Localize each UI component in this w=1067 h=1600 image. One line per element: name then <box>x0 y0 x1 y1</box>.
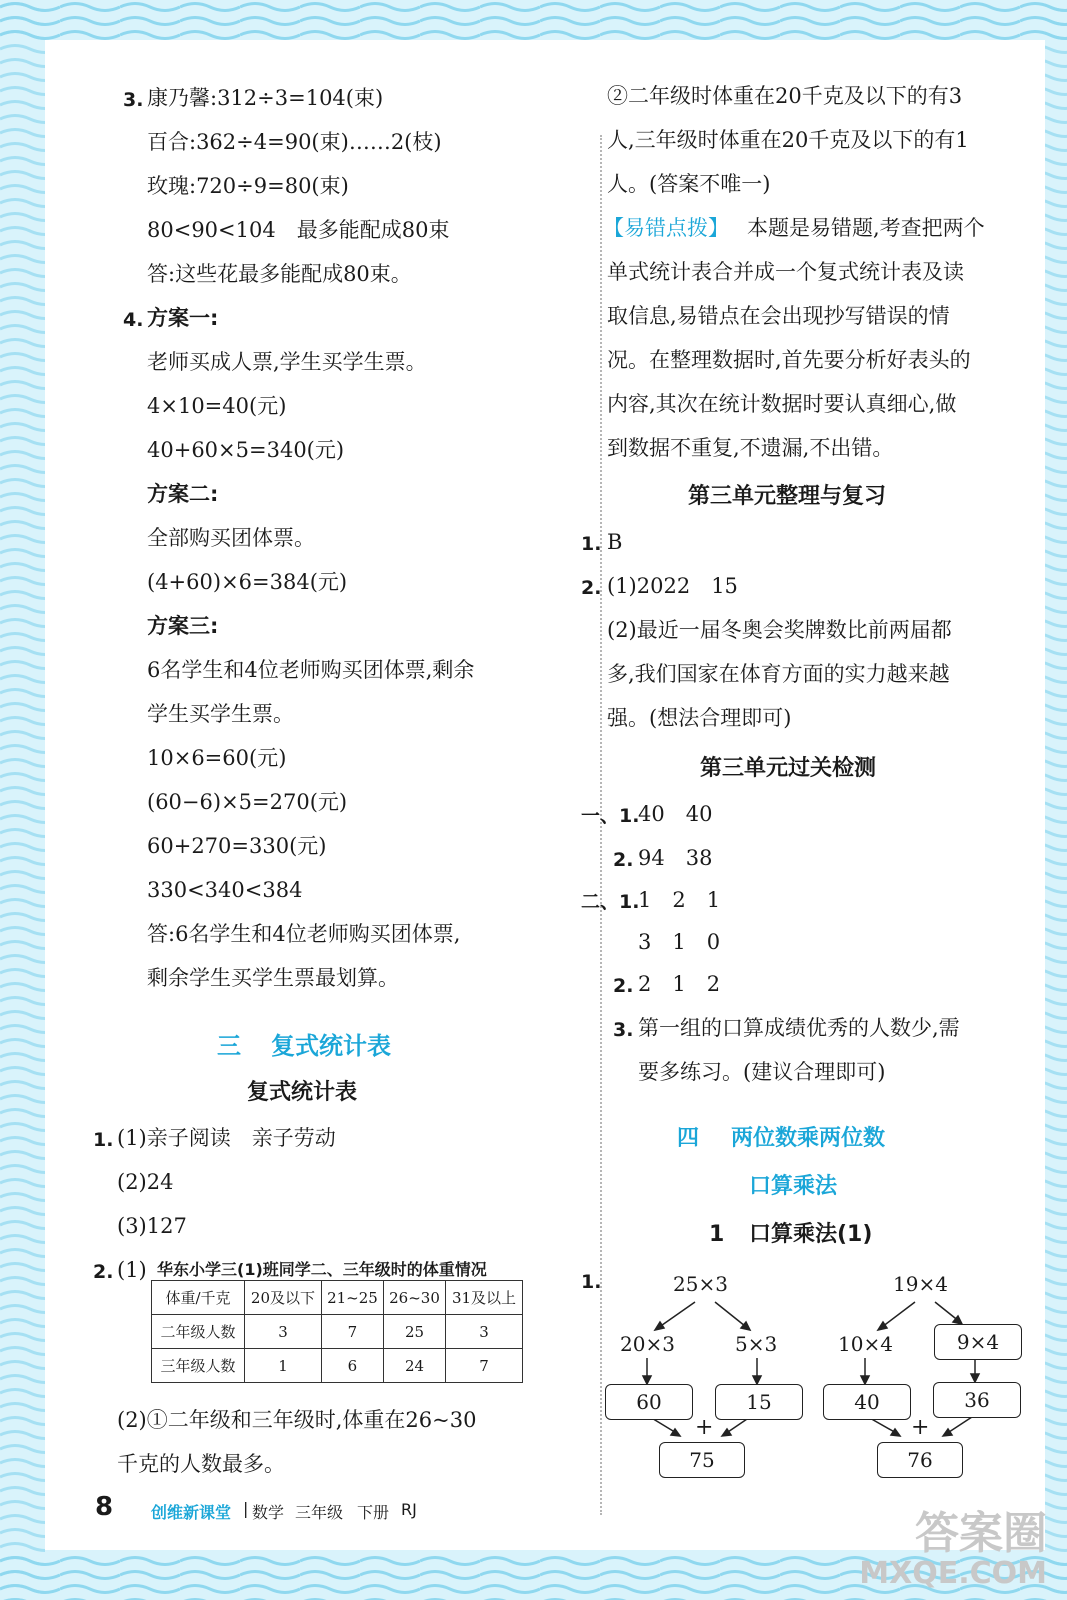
answer-line: (1)2022 15 <box>607 574 738 598</box>
watermark <box>859 1510 1047 1590</box>
answer-line: 强。(想法合理即可) <box>607 706 792 730</box>
tip-line: 取信息,易错点在会出现抄写错误的情 <box>607 304 950 328</box>
tip-line: 内容,其次在统计数据时要认真细心,做 <box>607 392 957 416</box>
calc-result-box: 40 <box>823 1384 911 1420</box>
question-number: 3. <box>123 89 144 111</box>
answer-line: 百合:362÷4=90(束)……2(枝) <box>147 130 442 154</box>
calc-sum-box: 76 <box>877 1442 963 1478</box>
footer-grade: 三年级 <box>295 1503 344 1522</box>
answer-line: 全部购买团体票。 <box>147 526 315 550</box>
unit-number: 四 <box>677 1126 700 1151</box>
answer-line: 40 40 <box>638 802 713 826</box>
question-number: 4. <box>123 309 144 331</box>
answer-line: 答:6名学生和4位老师购买团体票, <box>147 922 461 946</box>
answer-line: 2 1 2 <box>638 972 721 996</box>
answer-line: 康乃馨:312÷3=104(束) <box>147 86 384 110</box>
question-number: 2. <box>613 849 634 871</box>
calc-part-box: 9×4 <box>934 1324 1022 1360</box>
answer-line: 老师买成人票,学生买学生票。 <box>147 350 427 374</box>
table-title: 华东小学三(1)班同学二、三年级时的体重情况 <box>157 1260 487 1279</box>
question-number: 2. <box>93 1261 114 1283</box>
table-cell: 1 <box>245 1349 322 1383</box>
answer-line: ②二年级时体重在20千克及以下的有3 <box>607 84 963 108</box>
table-cell: 7 <box>321 1315 383 1349</box>
brand-name: 创维新课堂 <box>151 1503 232 1522</box>
answer-line: 要多练习。(建议合理即可) <box>638 1060 886 1084</box>
plus-sign: + <box>911 1415 930 1440</box>
answer-line: 94 38 <box>638 846 713 870</box>
table-header-cell: 体重/千克 <box>152 1281 245 1315</box>
tip-line: 本题是易错题,考查把两个 <box>747 216 985 240</box>
table-cell: 7 <box>446 1349 523 1383</box>
answer-line: (2)最近一届冬奥会奖牌数比前两届都 <box>607 618 952 642</box>
answer-line: (2)24 <box>117 1170 174 1194</box>
footer-volume: 下册 <box>357 1503 390 1522</box>
calc-part: 10×4 <box>838 1332 893 1356</box>
plus-sign: + <box>695 1415 714 1440</box>
answer-line: 4×10=40(元) <box>147 394 287 418</box>
table-header-cell: 21~25 <box>321 1281 383 1315</box>
table-row <box>152 1349 523 1383</box>
calc-part: 20×3 <box>620 1332 675 1356</box>
tip-label: 【易错点拨】 <box>603 216 729 240</box>
table-cell: 3 <box>245 1315 322 1349</box>
lesson-number: 1 <box>709 1222 725 1247</box>
question-number: 一、1. <box>581 805 640 827</box>
section-title: 第三单元整理与复习 <box>688 484 887 509</box>
answer-line: 千克的人数最多。 <box>117 1452 285 1476</box>
answer-line: (4+60)×6=384(元) <box>147 570 348 594</box>
calc-result-box: 36 <box>933 1382 1021 1418</box>
watermark-logo-text: 答案圈 <box>915 1508 1047 1559</box>
plan-title: 方案二: <box>147 482 219 506</box>
unit-title: 两位数乘两位数 <box>731 1126 886 1151</box>
question-number: 1. <box>93 1129 114 1151</box>
answer-line: (2)①二年级和三年级时,体重在26~30 <box>117 1408 477 1432</box>
weight-table <box>151 1280 523 1383</box>
page-number: 8 <box>95 1492 114 1522</box>
section-title: 第三单元过关检测 <box>700 756 877 781</box>
question-number: 二、1. <box>581 891 640 913</box>
table-header-row <box>152 1281 523 1315</box>
table-row <box>152 1315 523 1349</box>
answer-line: 6名学生和4位老师购买团体票,剩余 <box>147 658 475 682</box>
calc-result-box: 60 <box>605 1384 693 1420</box>
answer-line: 剩余学生买学生票最划算。 <box>147 966 399 990</box>
question-number: 2. <box>581 577 602 599</box>
answer-line: 人,三年级时体重在20千克及以下的有1 <box>607 128 969 152</box>
table-cell: 24 <box>383 1349 445 1383</box>
answer-line: 60+270=330(元) <box>147 834 327 858</box>
tip-line: 况。在整理数据时,首先要分析好表头的 <box>607 348 971 372</box>
table-cell: 3 <box>446 1315 523 1349</box>
table-header-cell: 20及以下 <box>245 1281 322 1315</box>
lesson-title: 口算乘法(1) <box>749 1222 873 1247</box>
calc-sum-box: 75 <box>659 1442 745 1478</box>
table-cell: 25 <box>383 1315 445 1349</box>
tip-line: 到数据不重复,不遗漏,不出错。 <box>607 436 894 460</box>
section-title: 口算乘法 <box>749 1174 838 1199</box>
answer-line: 80<90<104 最多能配成80束 <box>147 218 450 242</box>
lesson-title: 复式统计表 <box>247 1080 358 1105</box>
question-number: 1. <box>581 533 602 555</box>
unit-number: 三 <box>217 1032 241 1060</box>
footer-separator: | <box>243 1499 249 1518</box>
answer-line: 玫瑰:720÷9=80(束) <box>147 174 349 198</box>
answer-line: 学生买学生票。 <box>147 702 294 726</box>
footer-edition: RJ <box>401 1500 417 1519</box>
table-cell: 6 <box>321 1349 383 1383</box>
answer-line: B <box>607 530 623 554</box>
answer-line: 多,我们国家在体育方面的实力越来越 <box>607 662 950 686</box>
plan-title: 方案三: <box>147 614 219 638</box>
answer-line: 1 2 1 <box>638 888 721 912</box>
answer-line: 3 1 0 <box>638 930 721 954</box>
table-header-cell: 31及以上 <box>446 1281 523 1315</box>
footer-subject: 数学 <box>252 1503 285 1522</box>
answer-line: 330<340<384 <box>147 878 303 902</box>
tip-line: 单式统计表合并成一个复式统计表及读 <box>607 260 964 284</box>
answer-line: 答:这些花最多能配成80束。 <box>147 262 412 286</box>
question-number: 3. <box>613 1019 634 1041</box>
calc-result-box: 15 <box>715 1384 803 1420</box>
watermark-url: MXQE.COM <box>859 1556 1047 1591</box>
unit-title: 复式统计表 <box>271 1032 391 1060</box>
answer-line: 第一组的口算成绩优秀的人数少,需 <box>638 1016 960 1040</box>
calc-top: 25×3 <box>673 1272 728 1296</box>
table-cell: 三年级人数 <box>152 1349 245 1383</box>
table-header-cell: 26~30 <box>383 1281 445 1315</box>
question-number: 1. <box>581 1271 602 1293</box>
answer-line: 10×6=60(元) <box>147 746 287 770</box>
answer-line: (3)127 <box>117 1214 187 1238</box>
calc-part: 5×3 <box>735 1332 778 1356</box>
answer-line: 人。(答案不唯一) <box>607 172 771 196</box>
answer-line: (1)亲子阅读 亲子劳动 <box>117 1126 336 1150</box>
answer-line: (60−6)×5=270(元) <box>147 790 348 814</box>
page-content <box>45 40 1045 1550</box>
calc-top: 19×4 <box>893 1272 948 1296</box>
question-number: 2. <box>613 975 634 997</box>
answer-line: 40+60×5=340(元) <box>147 438 345 462</box>
plan-title: 方案一: <box>147 306 219 330</box>
table-cell: 二年级人数 <box>152 1315 245 1349</box>
answer-line: (1) <box>117 1258 147 1282</box>
